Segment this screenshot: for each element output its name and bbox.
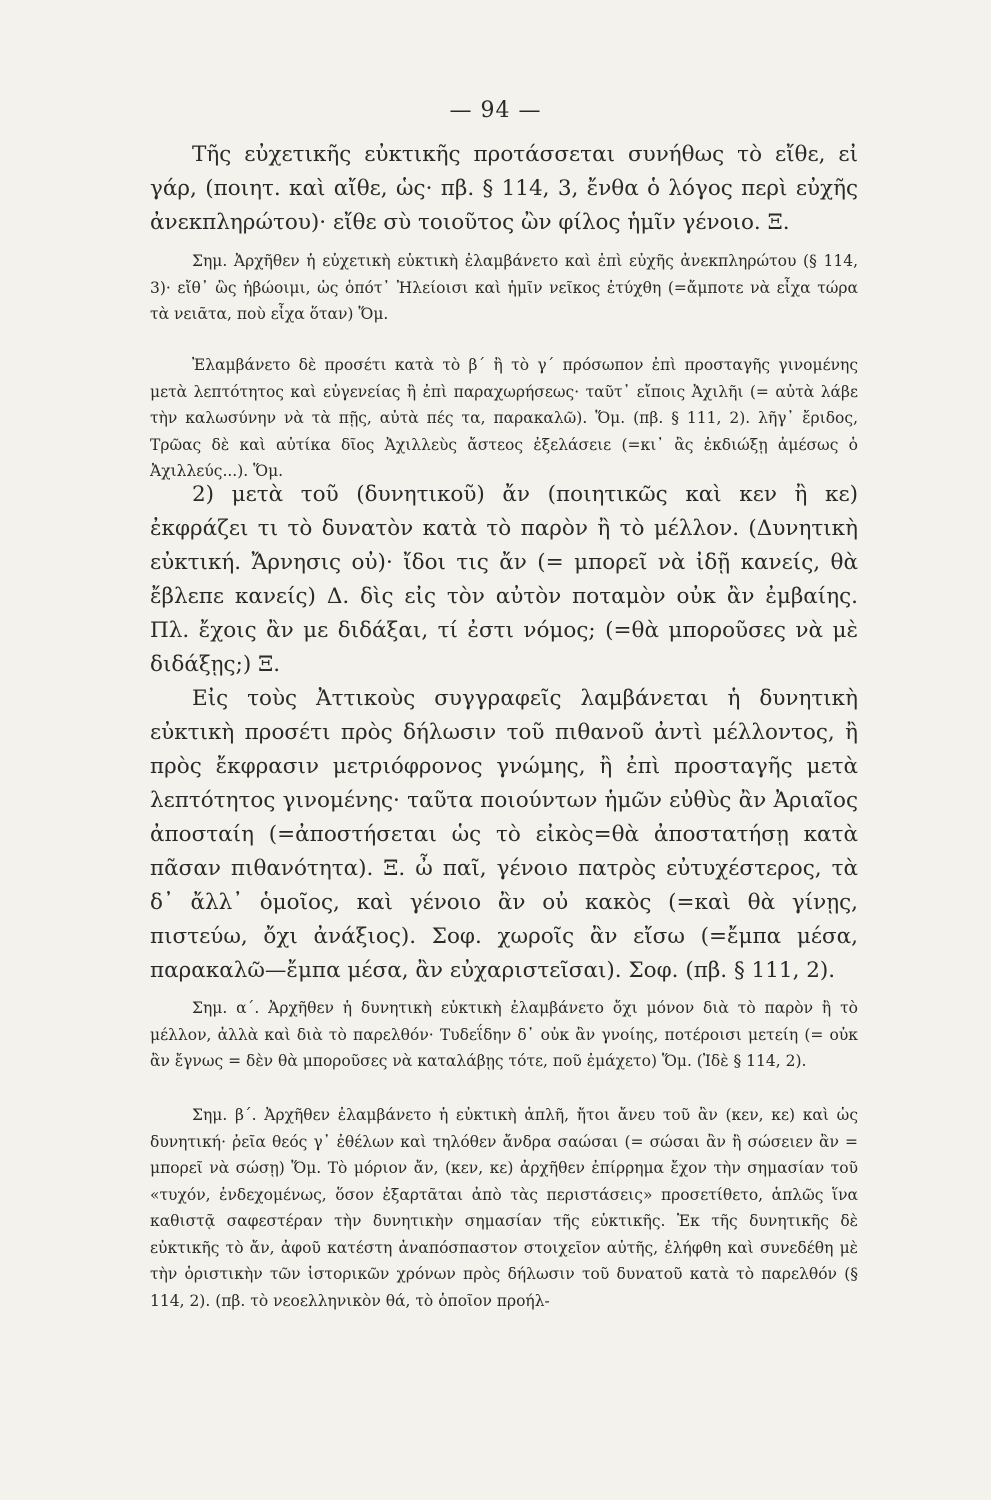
note-wish-unfulfilled: Σημ. Ἀρχῆθεν ἡ εὐχετικὴ εὐκτικὴ ἐλαμβάνετο καὶ ἐπὶ εὐχῆς ἀνεκπληρώτου (§ 114, 3)· εἴθ᾽ ὣς ἡβώοιμι, ὡς ὁπότ᾽ Ἠλείοισι καὶ ἡμῖν νεῖκος ἐτύχθη (=ἄμποτε νὰ εἶχα τώρα τὰ νειᾶτα, ποὺ εἶχα ὅταν) Ὅμ. (150, 252, 858, 323)
paragraph-attic-usage: Εἰς τοὺς Ἀττικοὺς συγγραφεῖς λαμβάνεται ἡ δυνητικὴ εὐκτικὴ προσέτι πρὸς δήλωσιν τοῦ πιθανοῦ ἀντὶ μέλλοντος, ἢ πρὸς ἔκφρασιν μετριόφρονος γνώμης, ἢ ἐπὶ προσταγῆς μετὰ λεπτότητος γινομένης· ταῦτα ποιούντων ἡμῶν εὐθὺς ἂν Ἀριαῖος ἀποσταίη (=ἀποστήσεται ὡς τὸ εἰκὸς=θὰ ἀποστατήσῃ κατὰ πᾶσαν πιθανότητα). Ξ. ὦ παῖ, γένοιο πατρὸς εὐτυχέστερος, τὰ δ᾽ ἄλλ᾽ ὁμοῖος, καὶ γένοιο ἂν οὐ κακὸς (=καὶ θὰ γίνῃς, πιστεύω, ὄχι ἀνάξιος). Σοφ. χωροῖς ἂν εἴσω (=ἔμπα μέσα, παρακαλῶ—ἔμπα μέσα, ἂν εὐχαριστεῖσαι). Σοφ. (πβ. § 111, 2). (150, 686, 858, 983)
note-a-past-usage: Σημ. α´. Ἀρχῆθεν ἡ δυνητικὴ εὐκτικὴ ἐλαμβάνετο ὄχι μόνον διὰ τὸ παρὸν ἢ τὸ μέλλον, ἀλλὰ καὶ διὰ τὸ παρελθόν· Τυδεΐδην δ᾽ οὐκ ἂν γνοίης, ποτέροισι μετείη (= οὐκ ἂν ἔγνως = δὲν θὰ μποροῦσες νὰ καταλάβῃς τότε, ποῦ ἐμάχετο) Ὅμ. (Ἰδὲ § 114, 2). (150, 999, 858, 1070)
note-b-simple-optative: Σημ. β´. Ἀρχῆθεν ἐλαμβάνετο ἡ εὐκτικὴ ἁπλῆ, ἤτοι ἄνευ τοῦ ἂν (κεν, κε) καὶ ὡς δυνητική· ῥεῖα θεός γ᾽ ἐθέλων καὶ τηλόθεν ἄνδρα σαώσαι (= σώσαι ἂν ἢ σώσειεν ἂν = μπορεῖ νὰ σώσῃ) Ὅμ. Τὸ μόριον ἄν, (κεν, κε) ἀρχῆθεν ἐπίρρημα ἔχον τὴν σημασίαν τοῦ «τυχόν, ἐνδεχομένως, ὅσον ἐξαρτᾶται ἀπὸ τὰς περιστάσεις» προσετίθετο, ἁπλῶς ἵνα καθιστᾷ σαφεστέραν τὴν δυνητικὴν σημασίαν τῆς εὐκτικῆς. Ἐκ τῆς δυνητικῆς δὲ εὐκτικῆς τὸ ἄν, ἀφοῦ κατέστη ἀναπόσπαστον στοιχεῖον αὐτῆς, ἐλήφθη καὶ συνεδέθη μὲ τὴν ὁριστικὴν τῶν ἱστορικῶν χρόνων πρὸς δήλωσιν τοῦ δυνατοῦ κατὰ τὸ παρελθόν (§ 114, 2). (πβ. τὸ νεοελληνικὸν θά, τὸ ὁποῖον προήλ- (150, 1106, 858, 1310)
paragraph-optative-wish: Τῆς εὐχετικῆς εὐκτικῆς προτάσσεται συνήθως τὸ εἴθε, εἰ γάρ, (ποιητ. καὶ αἴθε, ὡς· πβ. § 114, 3, ἔνθα ὁ λόγος περὶ εὐχῆς ἀνεκπληρώτου)· εἴθε σὺ τοιοῦτος ὢν φίλος ἡμῖν γένοιο. Ξ. (150, 142, 858, 235)
paragraph-potential-optative: 2) μετὰ τοῦ (δυνητικοῦ) ἄν (ποιητικῶς καὶ κεν ἢ κε) ἐκφράζει τι τὸ δυνατὸν κατὰ τὸ παρὸν ἢ τὸ μέλλον. (Δυνητικὴ εὐκτική. Ἄρνησις οὐ)· ἴδοι τις ἄν (= μπορεῖ νὰ ἰδῇ κανείς, θὰ ἔβλεπε κανείς) Δ. δὶς εἰς τὸν αὐτὸν ποταμὸν οὐκ ἂν ἐμβαίης. Πλ. ἔχοις ἂν με διδάξαι, τί ἐστι νόμος; (=θὰ μποροῦσες νὰ μὲ διδάξῃς;) Ξ. (150, 482, 858, 677)
note-command-politeness: Ἐλαμβάνετο δὲ προσέτι κατὰ τὸ β´ ἢ τὸ γ´ πρόσωπον ἐπὶ προσταγῆς γινομένης μετὰ λεπτότητος καὶ εὐγενείας ἢ ἐπὶ παραχωρήσεως· ταῦτ᾽ εἴποις Ἀχιλῆι (= αὐτὰ λάβε τὴν καλωσύνην νὰ τὰ πῇς, αὐτὰ πές τα, παρακαλῶ). Ὅμ. (πβ. § 111, 2). λῆγ᾽ ἔριδος, Τρῶας δὲ καὶ αὐτίκα δῖος Ἀχιλλεὺς ἄστεος ἐξελάσειε (=κι᾽ ἂς ἐκδιώξῃ ἀμέσως ὁ Ἀχιλλεύς...). Ὅμ. (150, 356, 858, 480)
page-number: — 94 — (449, 98, 542, 123)
